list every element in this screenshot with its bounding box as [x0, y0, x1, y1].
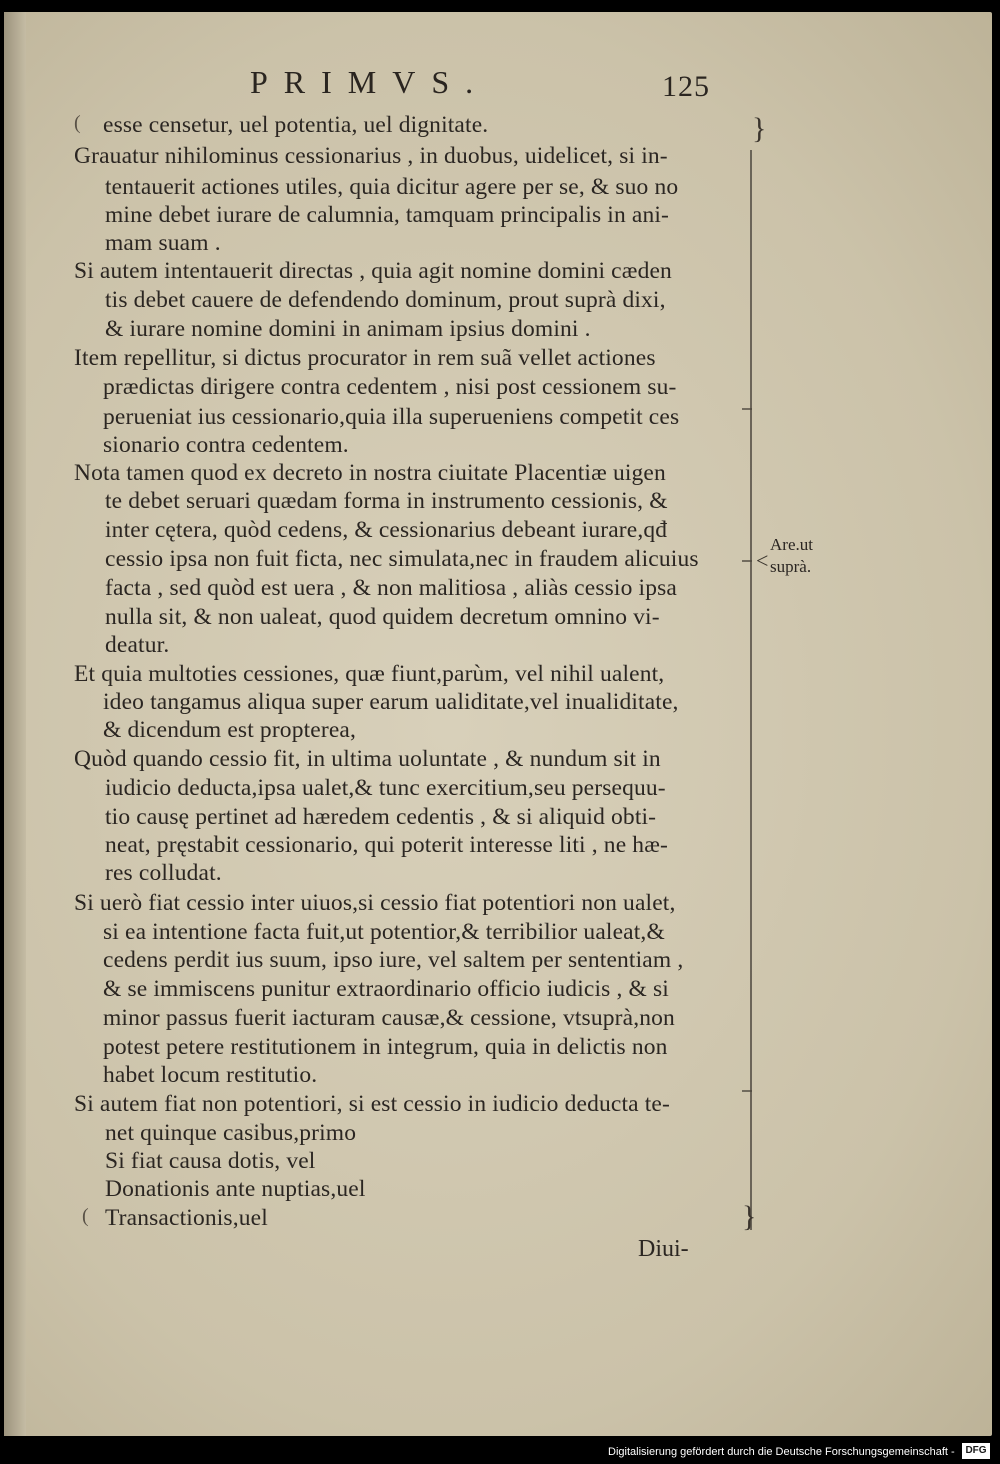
bracket-bottom-mark: }: [742, 1200, 757, 1233]
text-line: cessio ipsa non fuit ficta, nec simulata,nec in fraudem alicuius: [105, 546, 699, 572]
text-line: Si uerò fiat cessio inter uiuos,si cessio fiat potentiori non ualet,: [74, 890, 676, 916]
text-line: nulla sit, & non ualeat, quod quidem decretum omnino vi-: [105, 604, 660, 630]
text-line: si ea intentione facta fuit,ut potentior,& terribilior ualeat,&: [103, 919, 665, 945]
text-line: mam suam .: [105, 230, 221, 256]
text-line: facta , sed quòd est uera , & non malitiosa , aliàs cessio ipsa: [105, 575, 677, 601]
dfg-logo-badge: DFG: [962, 1443, 990, 1459]
text-line: potest petere restitutionem in integrum, quia in delictis non: [103, 1034, 668, 1060]
text-line: ideo tangamus aliqua super earum ualiditate,vel inualiditate,: [103, 689, 679, 715]
text-line: sionario contra cedentem.: [103, 432, 349, 458]
text-line: net quinque casibus,primo: [105, 1120, 357, 1146]
text-line: Transactionis,uel: [105, 1205, 268, 1231]
running-head: PRIMVS.: [250, 64, 490, 100]
bracket-top-mark: }: [752, 112, 767, 145]
text-line: Quòd quando cessio fit, in ultima uoluntate , & nundum sit in: [74, 746, 661, 772]
text-line: Si fiat causa dotis, vel: [105, 1148, 316, 1174]
text-line: cedens perdit ius suum, ipso iure, vel saltem per sententiam ,: [103, 947, 684, 973]
page-number: 125: [662, 70, 710, 103]
text-line: perueniat ius cessionario,quia illa superueniens competit ces: [103, 404, 680, 430]
text-line: & iurare nomine domini in animam ipsius domini .: [105, 316, 591, 342]
text-line: habet locum restitutio.: [103, 1062, 318, 1088]
bracket-point: <: [756, 548, 769, 573]
text-line: tentauerit actiones utiles, quia dicitur agere per se, & suo no: [105, 174, 679, 200]
marginal-note-line: Are.ut: [770, 535, 813, 554]
catchword: Diui-: [638, 1236, 689, 1262]
bracket-tick: [742, 560, 752, 562]
text-line: iudicio deducta,ipsa ualet,& tunc exercitium,seu persequu-: [105, 775, 666, 801]
text-line: Si autem fiat non potentiori, si est cessio in iudicio deducta te-: [74, 1091, 670, 1117]
digitization-credit: Digitalisierung gefördert durch die Deutsche Forschungsgemeinschaft -: [608, 1446, 955, 1458]
text-line: tio causę pertinet ad hæredem cedentis , & si aliquid obti-: [105, 804, 657, 830]
text-line: deatur.: [105, 632, 170, 658]
text-line: Nota tamen quod ex decreto in nostra ciuitate Placentiæ uigen: [74, 460, 666, 486]
marginal-bracket-rule: [750, 150, 752, 1230]
left-margin-mark: (: [82, 1205, 89, 1227]
text-line: esse censetur, uel potentia, uel dignitate.: [103, 112, 489, 138]
bracket-tick: [742, 408, 752, 410]
text-line: & se immiscens punitur extraordinario officio iudicis , & si: [103, 976, 669, 1002]
text-line: & dicendum est propterea,: [103, 717, 357, 743]
text-line: minor passus fuerit iacturam causæ,& cessione, vtsuprà,non: [103, 1005, 675, 1031]
left-margin-mark: (: [74, 112, 81, 134]
text-line: Grauatur nihilominus cessionarius , in duobus, uidelicet, si in-: [74, 143, 668, 169]
text-line: tis debet cauere de defendendo dominum, prout suprà dixi,: [105, 287, 666, 313]
text-line: Item repellitur, si dictus procurator in rem suã vellet actiones: [74, 345, 656, 371]
text-line: mine debet iurare de calumnia, tamquam principalis in ani-: [105, 202, 670, 228]
marginal-note-line: suprà.: [770, 557, 812, 576]
text-line: res colludat.: [105, 860, 222, 886]
text-line: Donationis ante nuptias,uel: [105, 1176, 366, 1202]
text-line: neat, pręstabit cessionario, qui poterit interesse liti , ne hæ-: [105, 832, 669, 858]
marginal-note: [770, 534, 813, 578]
text-line: prædictas dirigere contra cedentem , nisi post cessionem su-: [103, 374, 677, 400]
text-line: Si autem intentauerit directas , quia agit nomine domini cæden: [74, 258, 672, 284]
text-line: inter cętera, quòd cedens, & cessionarius debeant iurare,qđ: [105, 517, 668, 543]
text-line: Et quia multoties cessiones, quæ fiunt,parùm, vel nihil ualent,: [74, 661, 665, 687]
text-line: te debet seruari quædam forma in instrumento cessionis, &: [105, 488, 668, 514]
bracket-tick: [742, 1090, 752, 1092]
